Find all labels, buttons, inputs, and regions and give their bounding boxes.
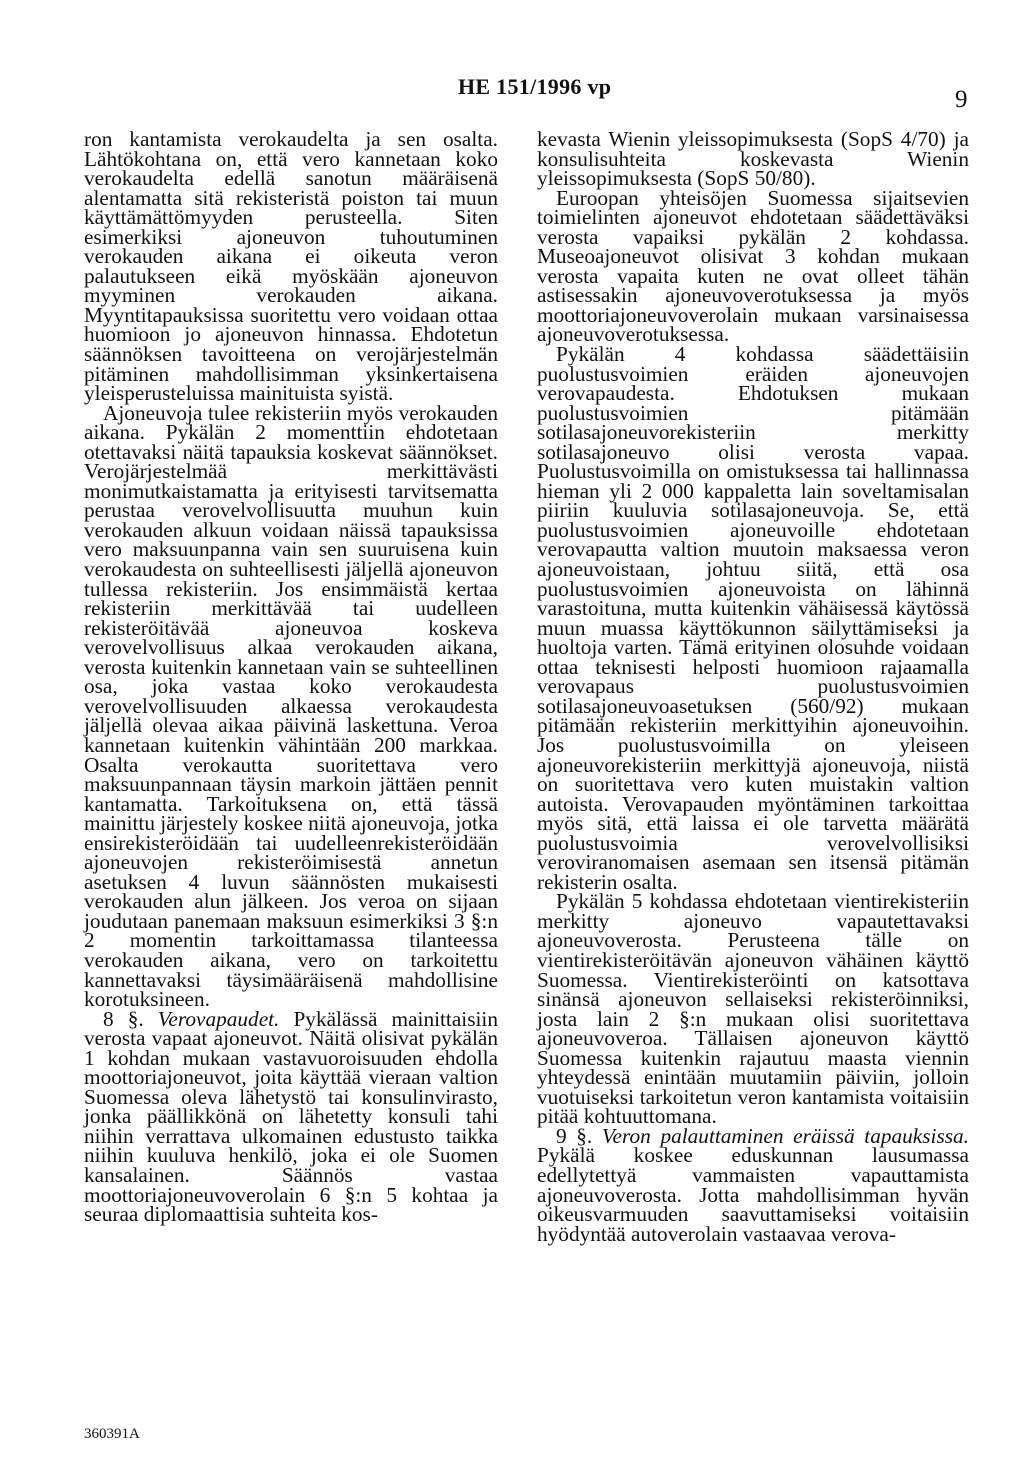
document-title: HE 151/1996 vp [458,74,612,99]
section-8-paragraph [84,1006,498,1227]
page-header [0,74,1024,113]
section-number: 9 §. [556,1123,602,1148]
section-heading: Verovapaudet. [157,1006,280,1031]
section-text: Pykälä koskee eduskunnan lausumassa edellytettyä vammaisten vapauttamista ajoneuvoverosta. Jotta mahdollisimman hyvän oikeusvarmuuden saavuttamiseksi voitaisiin hyödyntää autoverolain vastaavaa verova- [537,1143,969,1246]
paragraph: Euroopan yhteisöjen Suomessa sijaitsevien toimielinten ajoneuvot ehdotetaan säädettäväksi verosta vapaiksi pykälän 2 kohdassa. Museoajoneuvot olisivat 3 kohdan mukaan verosta vapaita kuten ne ovat olleet tähän astisessakin ajoneuvoverotuksessa ja myös moottoriajoneuvoverolain mukaan varsinaisessa ajoneuvoverotuksessa. [537,185,969,347]
page-number: 9 [955,86,968,113]
footer-code: 360391A [84,1426,140,1442]
section-heading: Veron palauttaminen eräissä tapauksissa. [601,1123,969,1148]
left-column [84,127,498,1227]
paragraph: Ajoneuvoja tulee rekisteriin myös verokauden aikana. Pykälän 2 momenttiin ehdotetaan otettavaksi näitä tapauksia koskevat säännökset. Verojärjestelmää merkittävästi monimutkaistamatta ja erityisesti tarvitsematta perustaa verovelvollisuutta muuhun kuin verokauden alkuun voidaan näissä tapauksissa vero maksuunpanna vain sen suuruisena kuin verokaudesta on suhteellisesti jäljellä ajoneuvon tullessa rekisteriin. Jos ensimmäistä kertaa rekisteriin merkittävää tai uudelleen rekisteröitävää ajoneuvoa koskeva verovelvollisuus alkaa verokauden aikana, verosta kuitenkin kannetaan vain se suhteellinen osa, joka vastaa koko verokaudesta verovelvollisuuden alkaessa verokaudesta jäljellä olevaa aikaa päivinä laskettuna. Veroa kannetaan kuitenkin vähintään 200 markkaa. Osalta verokautta suoritettava vero maksuunpannaan täysin markoin jättäen pennit kantamatta. Tarkoituksena on, että tässä mainittu järjestely koskee niitä ajoneuvoja, jotka ensirekisteröidään tai uudelleenrekisteröidään ajoneuvojen rekisteröimisestä annetun asetuksen 4 luvun säännösten mukaisesti verokauden alun jälkeen. Jos veroa on sijaan joudutaan panemaan maksuun esimerkiksi 3 §:n 2 momentin tarkoittamassa tilanteessa verokauden aikana, vero on tarkoitettu kannettavaksi täysimääräisenä mahdollisine korotuksineen. [84,400,498,1012]
section-9-paragraph [537,1123,969,1246]
right-column [537,127,969,1246]
section-number: 8 §. [103,1006,158,1031]
paragraph: Pykälän 5 kohdassa ehdotetaan vientirekisteriin merkitty ajoneuvo vapautettavaksi ajoneuvoverosta. Perusteena tälle on vientirekisteröitävän ajoneuvon vähäinen käyttö Suomessa. Vientirekisteröinti on katsottava sinänsä ajoneuvon sellaiseksi rekisteröinniksi, josta lain 2 §:n mukaan olisi suoritettava ajoneuvoveroa. Tällaisen ajoneuvon käyttö Suomessa kuitenkin rajautuu maasta viennin yhteydessä enintään muutamiin päiviin, jolloin vuotuiseksi tarkoitetun veron kantamista voitaisiin pitää kohtuuttomana. [537,889,969,1129]
paragraph: Pykälän 4 kohdassa säädettäisiin puolustusvoimien eräiden ajoneuvojen verovapaudesta. Ehdotuksen mukaan puolustusvoimien pitämään sotilasajoneuvorekisteriin merkitty sotilasajoneuvo olisi verosta vapaa. Puolustusvoimilla on omistuksessa tai hallinnassa hieman yli 2 000 kappaletta lain soveltamisalan piiriin kuuluvia sotilasajoneuvoja. Se, että puolustusvoimien ajoneuvoille ehdotetaan verovapautta valtion muutoin maksaessa veron ajoneuvoistaan, johtuu siitä, että osa puolustusvoimien ajoneuvoista on lähinnä varastoituna, mutta kuitenkin vähäisessä käytössä muun muassa käyttökunnon säilyttämiseksi ja huoltoja varten. Tämä erityinen olosuhde voidaan ottaa teknisesti helposti huomioon rajaamalla verovapaus puolustusvoimien sotilasajoneuvoasetuksen (560/92) mukaan pitämään rekisteriin merkittyihin ajoneuvoihin. Jos puolustusvoimilla on yleiseen ajoneuvorekisteriin merkittyjä ajoneuvoja, niistä on suoritettava vero kuten muistakin valtion autoista. Verovapauden myöntäminen tarkoittaa myös sitä, että laissa ei ole tarvetta määrätä puolustusvoimia verovelvollisiksi veroviranomaisen asemaan sen itsensä pitämän rekisterin osalta. [537,342,969,894]
paragraph: ron kantamista verokaudelta ja sen osalta. Lähtökohtana on, että vero kannetaan koko verokaudelta edellä sanotun määräisenä alentamatta sitä rekisteristä poiston tai muun käyttämättömyyden perusteella. Siten esimerkiksi ajoneuvon tuhoutuminen verokauden aikana ei oikeuta veron palautukseen eikä myöskään ajoneuvon myyminen verokauden aikana. Myyntitapauksissa suoritettu vero voidaan ottaa huomioon jo ajoneuvon hinnassa. Ehdotetun säännöksen tavoitteena on verojärjestelmän pitäminen mahdollisimman yksinkertaisena yleisperusteluissa mainituista syistä. [84,127,498,406]
paragraph: kevasta Wienin yleissopimuksesta (SopS 4/70) ja konsulisuhteita koskevasta Wienin yleissopimuksesta (SopS 50/80). [537,127,969,191]
section-text: Pykälässä mainittaisiin verosta vapaat ajoneuvot. Näitä olisivat pykälän 1 kohdan mukaan vastavuoroisuuden ehdolla moottoriajoneuvot, joita käyttää vieraan valtion Suomessa oleva lähetystö tai konsulinvirasto, jonka päällikkönä on lähetetty konsuli tahi niihin verrattava ulkomainen edustusto taikka niihin kuuluva henkilö, joka ei ole Suomen kansalainen. Säännös vastaa moottoriajoneuvoverolain 6 §:n 5 kohtaa ja seuraa diplomaattisia suhteita kos- [84,1006,498,1227]
